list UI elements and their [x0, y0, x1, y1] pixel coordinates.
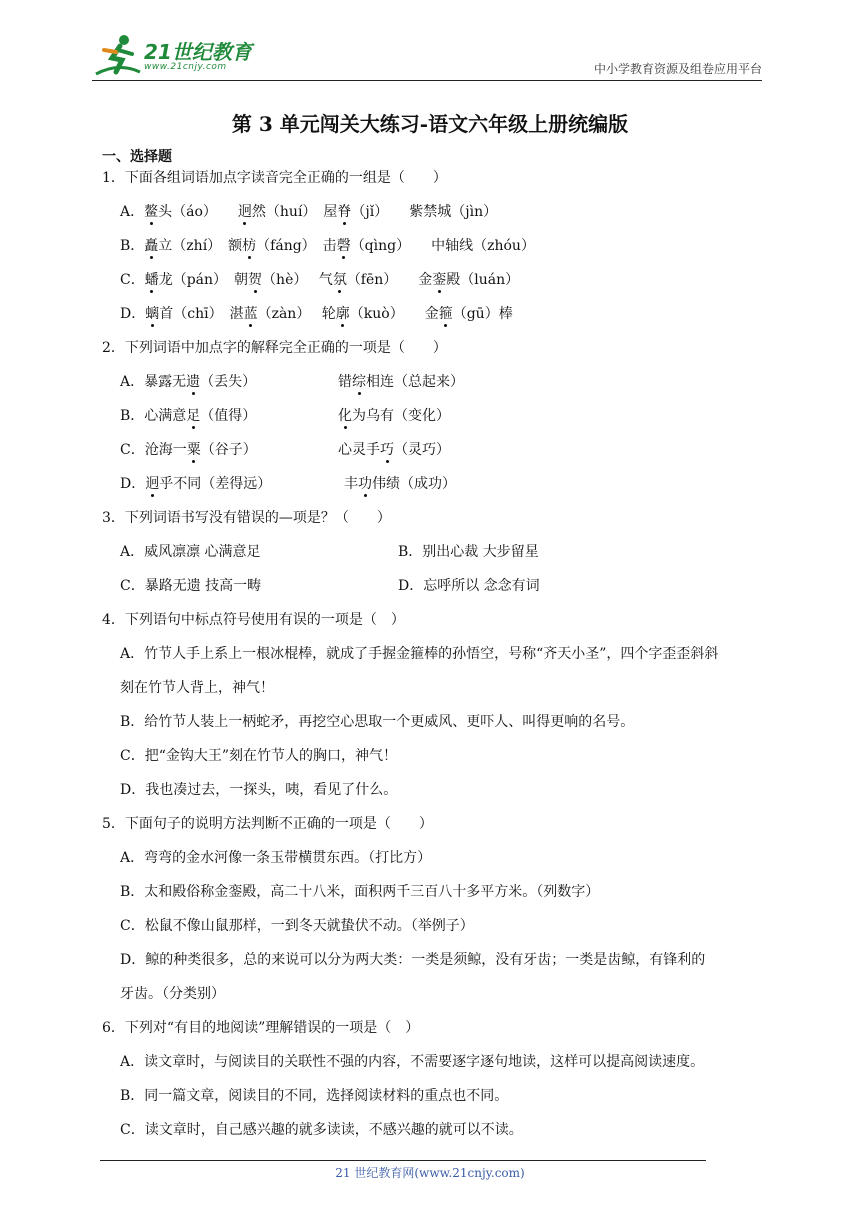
option-line: D．鲸的种类很多，总的来说可以分为两大类：一类是须鲸，没有牙齿；一类是齿鲸，有锋利的 — [120, 952, 706, 968]
option-line-continued: 牙齿。（分类别） — [120, 986, 225, 1002]
section-heading: 一、选择题 — [102, 149, 172, 165]
option-line-continued: 刻在竹节人背上，神气！ — [120, 680, 274, 696]
footer-divider — [100, 1160, 706, 1161]
dotted-char: 粟 — [186, 442, 201, 458]
dotted-char: 化 — [338, 408, 352, 424]
logo-url: www.21cnjy.com — [144, 62, 227, 72]
dotted-char: 贺 — [248, 272, 263, 288]
option-line: C．蟠龙（pán） 朝贺（hè） 气氛（fēn） 金銮殿（luán） — [120, 272, 520, 288]
dotted-char: 足 — [186, 408, 201, 424]
page-header — [92, 30, 762, 80]
option-line: C．暴路无遗 技高一畴 D．忘呼所以 念念有词 — [120, 578, 540, 594]
question-stem: 1．下面各组词语加点字读音完全正确的一组是（ ） — [102, 170, 447, 186]
option-line: A．威风凛凛 心满意足 B．别出心裁 大步留星 — [120, 544, 539, 560]
question-list — [102, 170, 762, 1156]
option-line: B．同一篇文章，阅读目的不同，选择阅读材料的重点也不同。 — [120, 1088, 509, 1104]
dotted-char: 巧 — [380, 442, 394, 458]
dotted-char: 鳌 — [144, 204, 159, 220]
header-tagline: 中小学教育资源及组卷应用平台 — [593, 62, 762, 76]
dotted-char: 箍 — [438, 306, 453, 322]
dotted-char: 蟠 — [144, 272, 159, 288]
runner-icon — [92, 32, 144, 78]
question-stem: 4．下列语句中标点符号使用有误的一项是（ ） — [102, 612, 405, 628]
page-footer: 21 世纪教育网(www.21cnjy.com) — [335, 1166, 525, 1180]
dotted-char: 矗 — [144, 238, 159, 254]
question-stem: 3．下列词语书写没有错误的—项是？（ ） — [102, 510, 391, 526]
dotted-char: 迥 — [145, 476, 160, 492]
dotted-char: 氛 — [332, 272, 347, 288]
page-title: 第 3 单元闯关大练习-语文六年级上册统编版 — [231, 112, 629, 136]
dotted-char: 脊 — [337, 204, 352, 220]
dotted-char: 銮 — [432, 272, 447, 288]
option-line: C．松鼠不像山鼠那样，一到冬天就蛰伏不动。（举例子） — [120, 918, 474, 934]
dotted-char: 遗 — [186, 374, 201, 390]
option-line: A．读文章时，与阅读目的关联性不强的内容，不需要逐字逐句地读，这样可以提高阅读速度。 — [120, 1054, 705, 1070]
question-stem: 6．下列对“有目的地阅读”理解错误的一项是（ ） — [102, 1020, 420, 1036]
option-line: D．螭首（chī） 湛蓝（zàn） 轮廓（kuò） 金箍（gū）棒 — [120, 306, 513, 322]
option-line: C．沧海一粟（谷子） 心灵手巧（灵巧） — [120, 442, 450, 458]
option-line: A．鳌头（áo） 迥然（huí） 屋脊（jǐ） 紫禁城（jìn） — [120, 204, 498, 220]
option-line: B．给竹节人装上一柄蛇矛，再挖空心思取一个更威风、更吓人、叫得更响的名号。 — [120, 714, 635, 730]
option-line: D．我也凑过去，一探头，咦，看见了什么。 — [120, 782, 398, 798]
question-stem: 2．下列词语中加点字的解释完全正确的一项是（ ） — [102, 340, 447, 356]
option-line: B．矗立（zhí） 额枋（fáng） 击磬（qìng） 中轴线（zhóu） — [120, 238, 535, 254]
option-line: A．弯弯的金水河像一条玉带横贯东西。（打比方） — [120, 850, 432, 866]
option-line: B．心满意足（值得） 化为乌有（变化） — [120, 408, 450, 424]
option-line: C．读文章时，自己感兴趣的就多读读，不感兴趣的就可以不读。 — [120, 1122, 523, 1138]
option-line: A．竹节人手上系上一根冰棍棒，就成了手握金箍棒的孙悟空，号称“齐天小圣”，四个字歪歪斜斜 — [120, 646, 719, 662]
option-line: C．把“金钩大王”刻在竹节人的胸口，神气！ — [120, 748, 398, 764]
dotted-char: 廓 — [335, 306, 350, 322]
dotted-char: 功 — [358, 476, 372, 492]
site-logo — [92, 32, 262, 78]
question-stem: 5．下面句子的说明方法判断不正确的一项是（ ） — [102, 816, 433, 832]
dotted-char: 磬 — [336, 238, 351, 254]
option-line: A．暴露无遗（丢失） 错综相连（总起来） — [120, 374, 464, 390]
dotted-char: 蓝 — [243, 306, 258, 322]
option-line: B．太和殿俗称金銮殿，高二十八米，面积两千三百八十多平方米。（列数字） — [120, 884, 600, 900]
logo-text: 21世纪教育 — [144, 40, 252, 64]
option-line: D．迥乎不同（差得远） 丰功伟绩（成功） — [120, 476, 456, 492]
dotted-char: 迥 — [237, 204, 252, 220]
dotted-char: 枋 — [242, 238, 257, 254]
dotted-char: 螭 — [145, 306, 160, 322]
dotted-char: 综 — [352, 374, 366, 390]
header-divider — [92, 80, 762, 81]
